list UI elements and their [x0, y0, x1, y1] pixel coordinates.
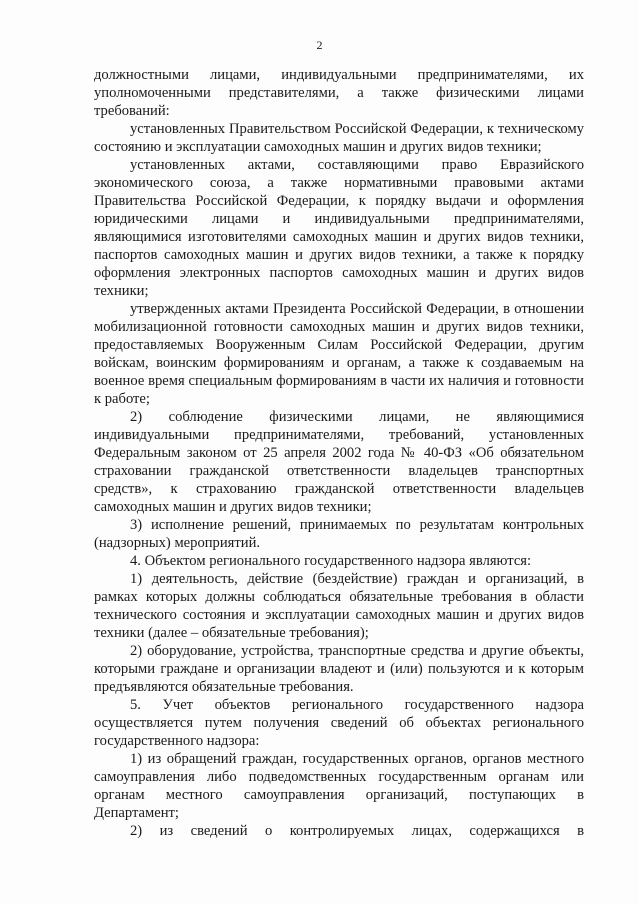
paragraph-item-3-decisions: 3) исполнение решений, принимаемых по результатам контрольных (надзорных) мероприятий. — [94, 517, 584, 551]
page-number: 2 — [316, 38, 323, 52]
paragraph-object-activity: 1) деятельность, действие (бездействие) граждан и организаций, в рамках которых должны соблюдаться обязательные требования в области технического состояния и эксплуатации самоходных машин и других видов техники (далее – обязательные требования); — [94, 571, 584, 641]
paragraph-accounting-item-1: 1) из обращений граждан, государственных органов, органов местного самоуправления либо подведомственных государственным органам или органам местного самоуправления организаций, поступающих в Департамент; — [94, 751, 584, 821]
paragraph-intro-continuation: должностными лицами, индивидуальными предпринимателями, их уполномоченными представителями, а также физическими лицами требований: — [94, 67, 584, 119]
paragraph-section-5-accounting: 5. Учет объектов регионального государственного надзора осуществляется путем получения сведений об объектах регионального государственного надзора: — [94, 697, 584, 749]
paragraph-government-requirements: установленных Правительством Российской Федерации, к техническому состоянию и эксплуатации самоходных машин и других видов техники; — [94, 121, 584, 155]
paragraph-object-equipment: 2) оборудование, устройства, транспортные средства и другие объекты, которыми граждане и организации владеют и (или) пользуются и к которым предъявляются обязательные требования. — [94, 643, 584, 695]
document-body — [94, 66, 584, 840]
paragraph-section-4-heading: 4. Объектом регионального государственного надзора являются: — [130, 553, 532, 569]
paragraph-president-requirements: утвержденных актами Президента Российской Федерации, в отношении мобилизационной готовности самоходных машин и других видов техники, предоставляемых Вооруженным Силам Российской Федерации, другим войскам, воинским формированиям и органам, а также к создаваемым на военное время специальным формированиям в части их наличия и готовности к работе; — [94, 301, 584, 407]
paragraph-accounting-item-2: 2) из сведений о контролируемых лицах, содержащихся в — [130, 823, 584, 839]
paragraph-eaeu-requirements: установленных актами, составляющими право Евразийского экономического союза, а также нормативными правовыми актами Правительства Российской Федерации, к порядку выдачи и оформления юридическими лицами и индивидуальными предпринимателями, являющимися изготовителями самоходных машин и других видов техники, паспортов самоходных машин и других видов техники, а также к порядку оформления электронных паспортов самоходных машин и других видов техники; — [94, 157, 584, 299]
paragraph-item-2-insurance: 2) соблюдение физическими лицами, не являющимися индивидуальными предпринимателями, требований, установленных Федеральным законом от 25 апреля 2002 года № 40-ФЗ «Об обязательном страховании гражданской ответственности владельцев транспортных средств», к страхованию гражданской ответственности владельцев самоходных машин и других видов техники; — [94, 409, 584, 515]
